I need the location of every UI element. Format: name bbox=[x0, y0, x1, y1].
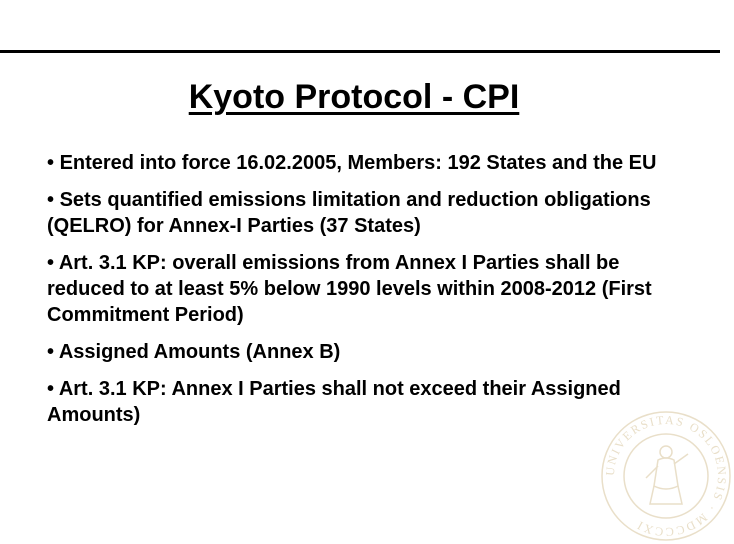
university-seal-watermark bbox=[598, 408, 734, 544]
bullet-item bbox=[47, 250, 697, 328]
bullet-text: Assigned Amounts (Annex B) bbox=[58, 341, 341, 363]
bullet-marker: • bbox=[47, 341, 59, 363]
bullet-text: Art. 3.1 KP: Annex I Parties shall not exceed their Assigned Amounts) bbox=[47, 378, 621, 426]
bullet-marker: • bbox=[47, 252, 59, 274]
bullet-text: Art. 3.1 KP: overall emissions from Annex I Parties shall be reduced to at least 5% below 1990 levels within 2008-2012 (First Commitment Period) bbox=[47, 252, 652, 326]
top-divider bbox=[0, 50, 720, 53]
bullet-list bbox=[47, 150, 697, 439]
svg-text:UNIVERSITAS OSLOENSIS · MDCCCX bbox=[603, 413, 729, 539]
bullet-marker: • bbox=[47, 189, 60, 211]
slide-title: Kyoto Protocol - CPI bbox=[188, 78, 520, 116]
bullet-text: Sets quantified emissions limitation and reduction obligations (QELRO) for Annex-I Parties (37 States) bbox=[47, 189, 651, 237]
bullet-item bbox=[47, 187, 697, 239]
bullet-item bbox=[47, 339, 697, 365]
bullet-item bbox=[47, 150, 697, 176]
seal-inscription: UNIVERSITAS OSLOENSIS · MDCCCXI bbox=[602, 412, 730, 540]
bullet-marker: • bbox=[47, 378, 59, 400]
bullet-marker: • bbox=[47, 152, 60, 174]
bullet-text: Entered into force 16.02.2005, Members: 192 States and the EU bbox=[59, 152, 657, 174]
